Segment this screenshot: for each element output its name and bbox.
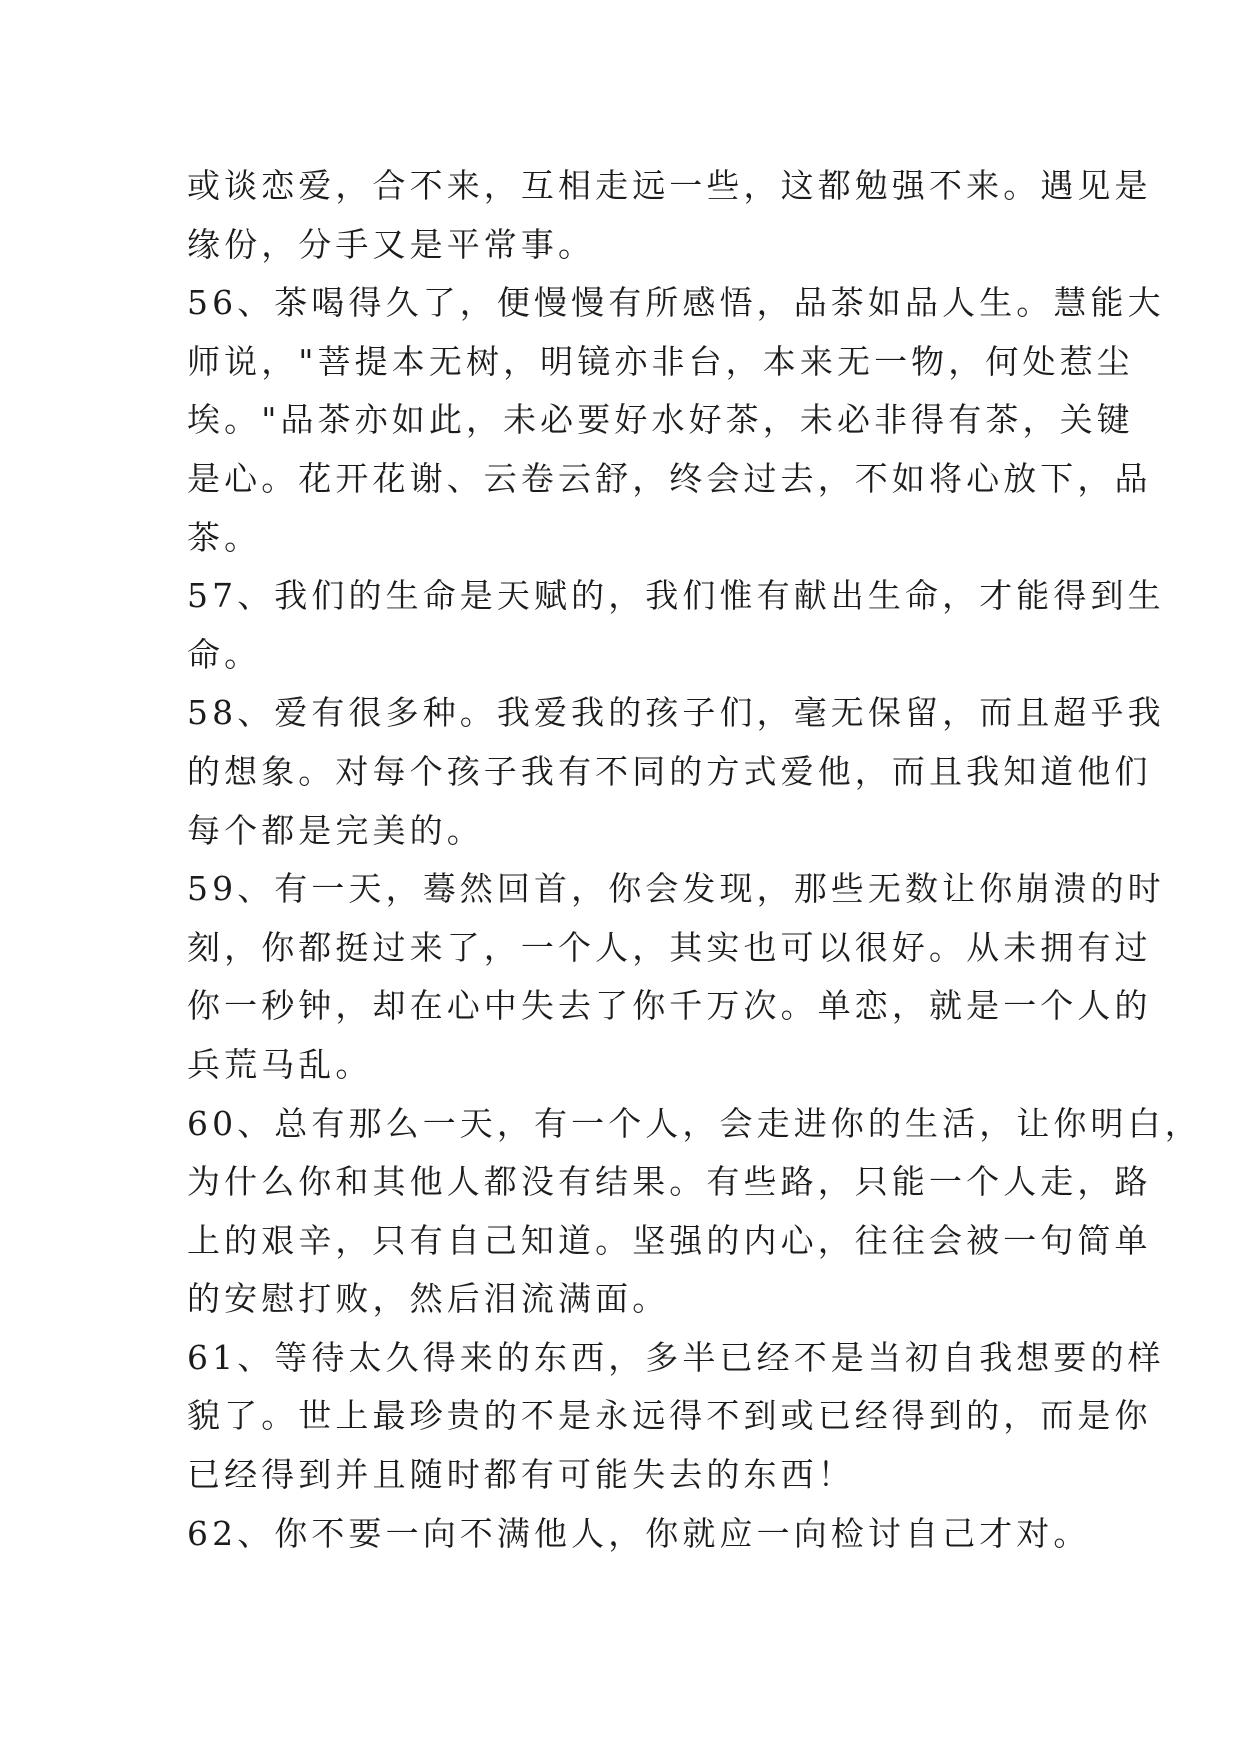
text-line: 62、你不要一向不满他人，你就应一向检讨自己才对。 <box>187 1513 1091 1553</box>
text-line: 61、等待太久得来的东西，多半已经不是当初自我想要的样 <box>187 1337 1165 1377</box>
text-line: 兵荒马乱。 <box>187 1044 373 1084</box>
text-line: 58、爱有很多种。我爱我的孩子们，毫无保留，而且超乎我 <box>187 693 1165 733</box>
text-line: 上的艰辛，只有自己知道。坚强的内心，往往会被一句简单 <box>187 1220 1152 1260</box>
paragraph-continuation <box>187 157 1152 274</box>
paragraph-57 <box>187 567 1165 684</box>
text-line: 为什么你和其他人都没有结果。有些路，只能一个人走，路 <box>187 1162 1152 1202</box>
text-line: 刻，你都挺过来了，一个人，其实也可以很好。从未拥有过 <box>187 927 1152 967</box>
document-body <box>187 157 1202 1563</box>
text-line: 59、有一天，蓦然回首，你会发现，那些无数让你崩溃的时 <box>187 869 1165 909</box>
text-line: 命。 <box>187 634 262 674</box>
text-line: 缘份，分手又是平常事。 <box>187 224 596 264</box>
text-line: 或谈恋爱，合不来，互相走远一些，这都勉强不来。遇见是 <box>187 166 1152 205</box>
text-line: 你一秒钟，却在心中失去了你千万次。单恋，就是一个人的 <box>187 986 1152 1026</box>
paragraph-59 <box>187 860 1165 1094</box>
paragraph-56 <box>187 274 1165 567</box>
paragraph-62 <box>187 1505 1091 1564</box>
text-line: 已经得到并且随时都有可能失去的东西！ <box>187 1455 855 1495</box>
text-line: 的安慰打败，然后泪流满面。 <box>187 1279 670 1319</box>
paragraph-60 <box>187 1095 1202 1329</box>
text-line: 貌了。世上最珍贵的不是永远得不到或已经得到的，而是你 <box>187 1396 1152 1436</box>
text-line: 60、总有那么一天，有一个人，会走进你的生活，让你明白， <box>187 1103 1202 1143</box>
text-line: 茶。 <box>187 517 262 557</box>
text-line: 56、茶喝得久了，便慢慢有所感悟，品茶如品人生。慧能大 <box>187 283 1165 323</box>
paragraph-61 <box>187 1329 1165 1505</box>
text-line: 埃。"品茶亦如此，未必要好水好茶，未必非得有茶，关键 <box>187 400 1134 440</box>
paragraph-58 <box>187 684 1165 860</box>
text-line: 师说，"菩提本无树，明镜亦非台，本来无一物，何处惹尘 <box>187 341 1134 381</box>
text-line: 的想象。对每个孩子我有不同的方式爱他，而且我知道他们 <box>187 751 1152 791</box>
text-line: 57、我们的生命是天赋的，我们惟有献出生命，才能得到生 <box>187 576 1165 616</box>
text-line: 每个都是完美的。 <box>187 810 484 850</box>
text-line: 是心。花开花谢、云卷云舒，终会过去，不如将心放下，品 <box>187 458 1152 498</box>
